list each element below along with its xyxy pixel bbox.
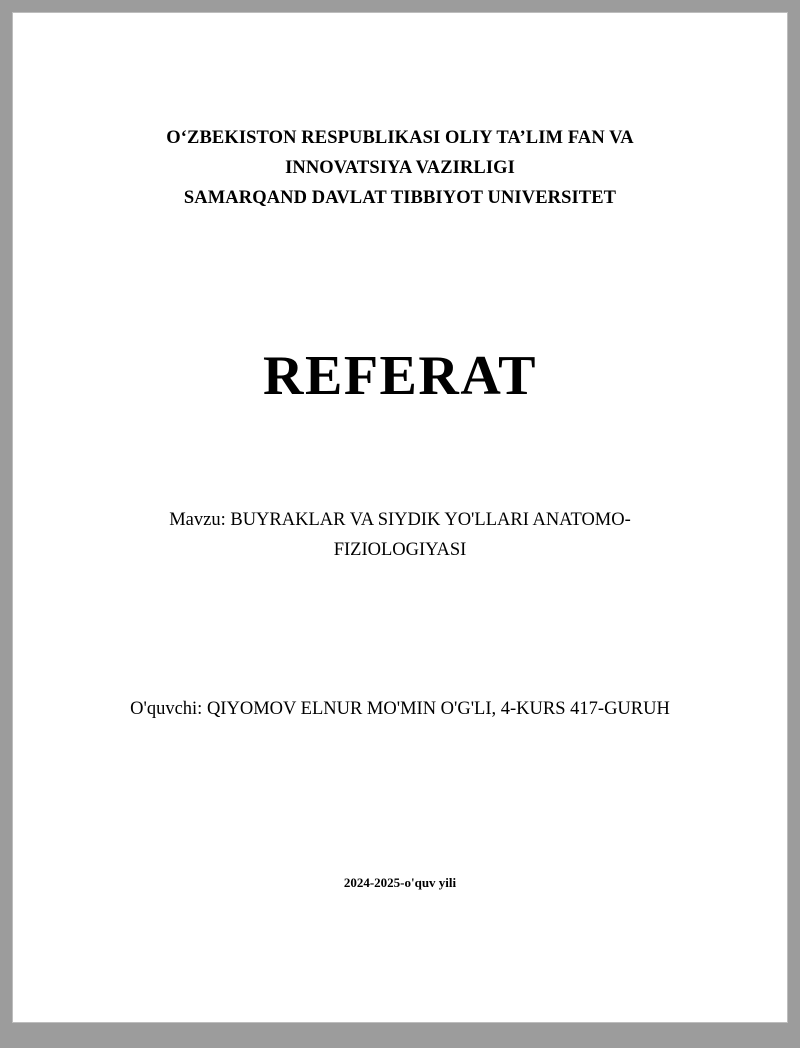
institution-line-2: INNOVATSIYA VAZIRLIGI	[285, 158, 515, 178]
student-block	[109, 695, 691, 723]
subject-block	[109, 505, 691, 565]
subject-line-2: FIZIOLOGIYASI	[333, 540, 467, 560]
student-line: O'quvchi: QIYOMOV ELNUR MO'MIN O'G'LI, 4-KURS 417-GURUH	[130, 699, 670, 719]
academic-year-block	[109, 875, 691, 891]
institution-line-3: SAMARQAND DAVLAT TIBBIYOT UNIVERSITET	[183, 188, 617, 208]
page-content	[109, 13, 691, 1022]
title-block	[109, 345, 691, 407]
academic-year: 2024-2025-o'quv yili	[343, 875, 457, 890]
document-page	[13, 13, 787, 1022]
subject-line-1: Mavzu: BUYRAKLAR VA SIYDIK YO'LLARI ANATOMO-	[169, 510, 631, 530]
institution-line-1: O‘ZBEKISTON RESPUBLIKASI OLIY TA’LIM FAN VA	[166, 128, 634, 148]
institution-header	[109, 123, 691, 213]
page-title: REFERAT	[263, 345, 537, 407]
